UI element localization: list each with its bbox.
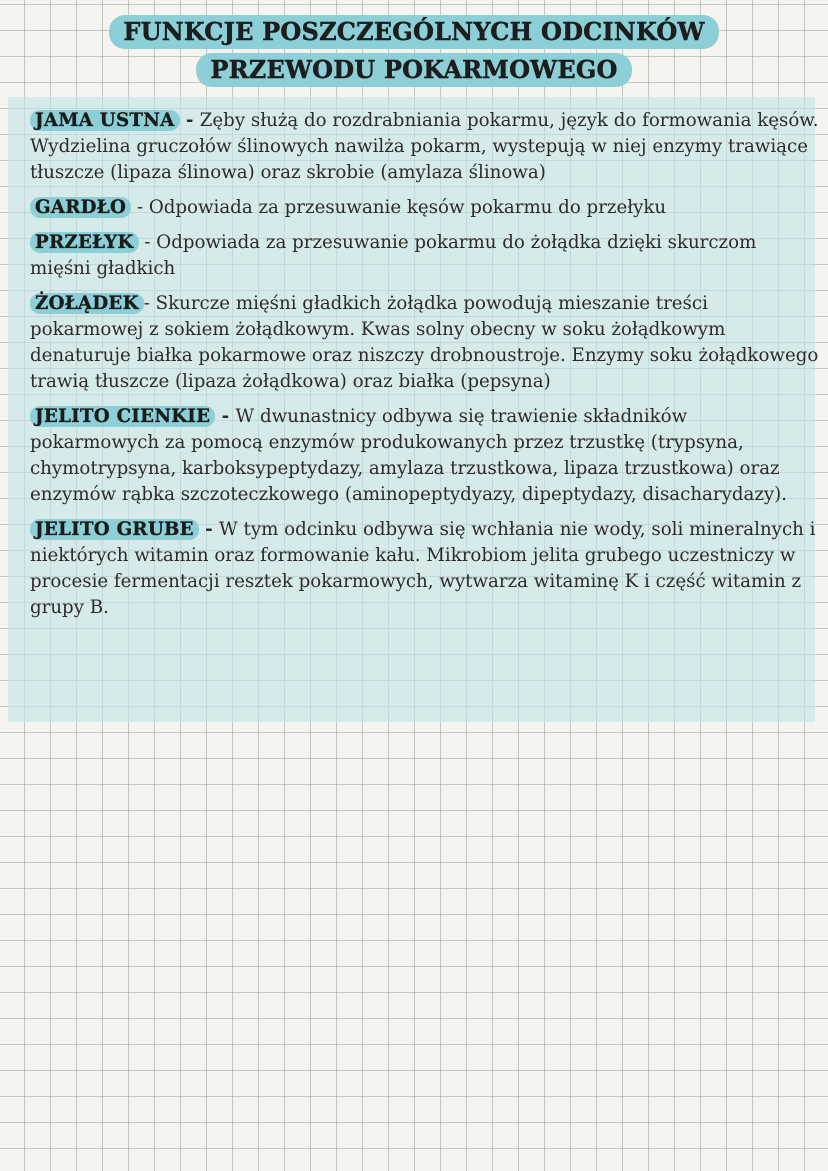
section-zoladek bbox=[30, 291, 820, 395]
sections-list bbox=[30, 108, 820, 621]
section-label: JELITO GRUBE bbox=[30, 519, 199, 540]
section-label: PRZEŁYK bbox=[30, 232, 139, 253]
title-line-1: FUNKCJE POSZCZEGÓLNYCH ODCINKÓW bbox=[109, 15, 718, 49]
section-text: Odpowiada za przesuwanie pokarmu do żołądka dzięki skurczom mięśni gładkich bbox=[30, 232, 757, 279]
section-jelito-cienkie bbox=[30, 404, 820, 508]
section-separator: - bbox=[138, 232, 157, 253]
section-label: JAMA USTNA bbox=[30, 110, 180, 131]
section-separator: - bbox=[198, 519, 220, 540]
section-jelito-grube bbox=[30, 517, 820, 621]
section-separator: - bbox=[179, 110, 200, 131]
section-separator: - bbox=[131, 197, 149, 218]
section-text: Zęby służą do rozdrabniania pokarmu, język do formowania kęsów. Wydzielina gruczołów ślinowych nawilża pokarm, wystepują w niej enzymy trawiące tłuszcze (lipaza ślinowa) oraz skrobie (amylaza ślinowa) bbox=[30, 110, 819, 183]
section-jama-ustna bbox=[30, 108, 820, 186]
section-przelyk bbox=[30, 230, 820, 282]
title-line-2: PRZEWODU POKARMOWEGO bbox=[196, 53, 631, 87]
section-text: Odpowiada za przesuwanie kęsów pokarmu do przełyku bbox=[148, 197, 667, 218]
section-separator: - bbox=[143, 293, 156, 314]
section-separator: - bbox=[215, 406, 236, 427]
page-title bbox=[0, 15, 828, 87]
section-text: W dwunastnicy odbywa się trawienie składników pokarmowych za pomocą enzymów produkowanych przez trzustkę (trypsyna, chymotrypsyna, karboksypeptydazy, amylaza trzustkowa, lipaza trzustkowa) oraz enzymów rąbka szczoteczkowego (aminopeptydyazy, dipeptydazy, disacharydazy). bbox=[30, 406, 788, 505]
section-label: JELITO CIENKIE bbox=[30, 406, 215, 427]
section-gardlo bbox=[30, 195, 820, 221]
section-text: Skurcze mięśni gładkich żołądka powodują mieszanie treści pokarmowej z sokiem żołądkowym. Kwas solny obecny w soku żołądkowym denaturuje białka pokarmowe oraz niszczy drobnoustroje. Enzymy soku żołądkowego trawią tłuszcze (lipaza żołądkowa) oraz białka (pepsyna) bbox=[30, 293, 819, 392]
section-text: W tym odcinku odbywa się wchłania nie wody, soli mineralnych i niektórych witamin oraz formowanie kału. Mikrobiom jelita grubego uczestniczy w procesie fermentacji resztek pokarmowych, wytwarza witaminę K i część witamin z grupy B. bbox=[30, 519, 816, 618]
section-label: ŻOŁĄDEK bbox=[30, 293, 144, 314]
section-label: GARDŁO bbox=[30, 197, 131, 218]
